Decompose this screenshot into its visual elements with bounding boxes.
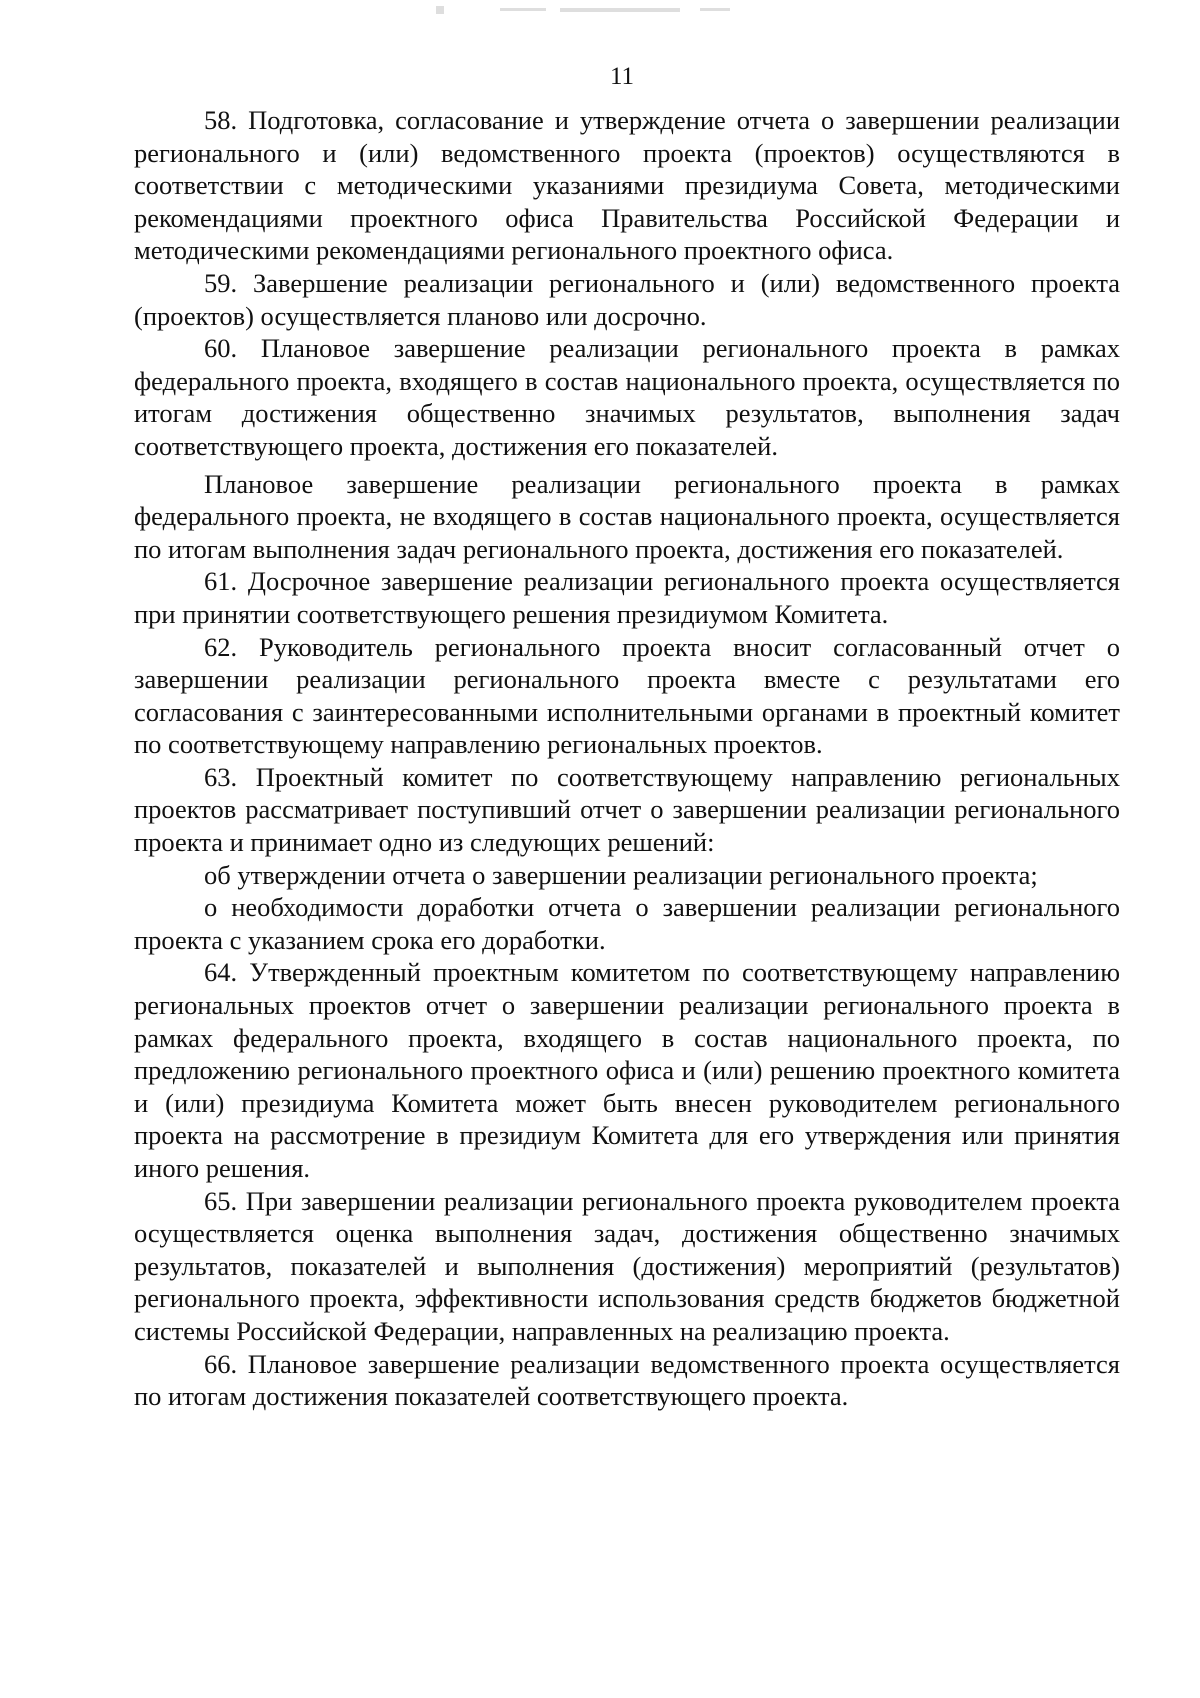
scan-artifact bbox=[560, 8, 680, 12]
paragraph-60: 60. Плановое завершение реализации регионального проекта в рамках федерального проекта, входящего в состав национального проекта, осуществляется по итогам достижения общественно значимых результатов, выполнения задач соответствующего проекта, достижения его показателей. bbox=[134, 333, 1120, 461]
paragraph-65: 65. При завершении реализации регионального проекта руководителем проекта осуществляется оценка выполнения задач, достижения общественно значимых результатов, показателей и выполнения (достижения) мероприятий (результатов) регионального проекта, эффективности использования средств бюджетов бюджетной системы Российской Федерации, направленных на реализацию проекта. bbox=[134, 1185, 1120, 1346]
page-number: 11 bbox=[609, 63, 635, 90]
decision-option-approve: об утверждении отчета о завершении реализации регионального проекта; bbox=[204, 859, 1038, 890]
paragraph-62: 62. Руководитель регионального проекта вносит согласованный отчет о завершении реализации регионального проекта вместе с результатами его согласования с заинтересованными исполнительными органами в проектный комитет по соответствующему направлению региональных проектов. bbox=[134, 631, 1120, 760]
decision-option-revise: о необходимости доработки отчета о завершении реализации регионального проекта с указанием срока его доработки. bbox=[134, 892, 1120, 955]
scan-artifact bbox=[436, 6, 444, 14]
paragraph-64: 64. Утвержденный проектным комитетом по соответствующему направлению региональных проектов отчет о завершении реализации регионального проекта в рамках федерального проекта, входящего в состав национального проекта, по предложению регионального проектного офиса и (или) решению проектного комитета и (или) президиума Комитета может быть внесен руководителем регионального проекта на рассмотрение в президиум Комитета для его утверждения или принятия иного решения. bbox=[134, 957, 1120, 1183]
document-body bbox=[134, 104, 1120, 1413]
paragraph-63: 63. Проектный комитет по соответствующему направлению региональных проектов рассматривает поступивший отчет о завершении реализации регионального проекта и принимает одно из следующих решений: bbox=[134, 761, 1120, 858]
paragraph-59: 59. Завершение реализации регионального и (или) ведомственного проекта (проектов) осуществляется планово или досрочно. bbox=[134, 267, 1120, 331]
scan-artifact bbox=[500, 8, 546, 11]
paragraph-60-continued: Плановое завершение реализации регионального проекта в рамках федерального проекта, не входящего в состав национального проекта, осуществляется по итогам выполнения задач регионального проекта, достижения его показателей. bbox=[134, 468, 1120, 564]
scan-artifact bbox=[700, 8, 730, 11]
paragraph-66: 66. Плановое завершение реализации ведомственного проекта осуществляется по итогам достижения показателей соответствующего проекта. bbox=[134, 1348, 1120, 1412]
paragraph-61: 61. Досрочное завершение реализации регионального проекта осуществляется при принятии соответствующего решения президиумом Комитета. bbox=[134, 566, 1120, 629]
paragraph-58: 58. Подготовка, согласование и утверждение отчета о завершении реализации регионального и (или) ведомственного проекта (проектов) осуществляются в соответствии с методическими указаниями президиума Совета, методическими рекомендациями проектного офиса Правительства Российской Федерации и методическими рекомендациями регионального проектного офиса. bbox=[134, 105, 1120, 266]
